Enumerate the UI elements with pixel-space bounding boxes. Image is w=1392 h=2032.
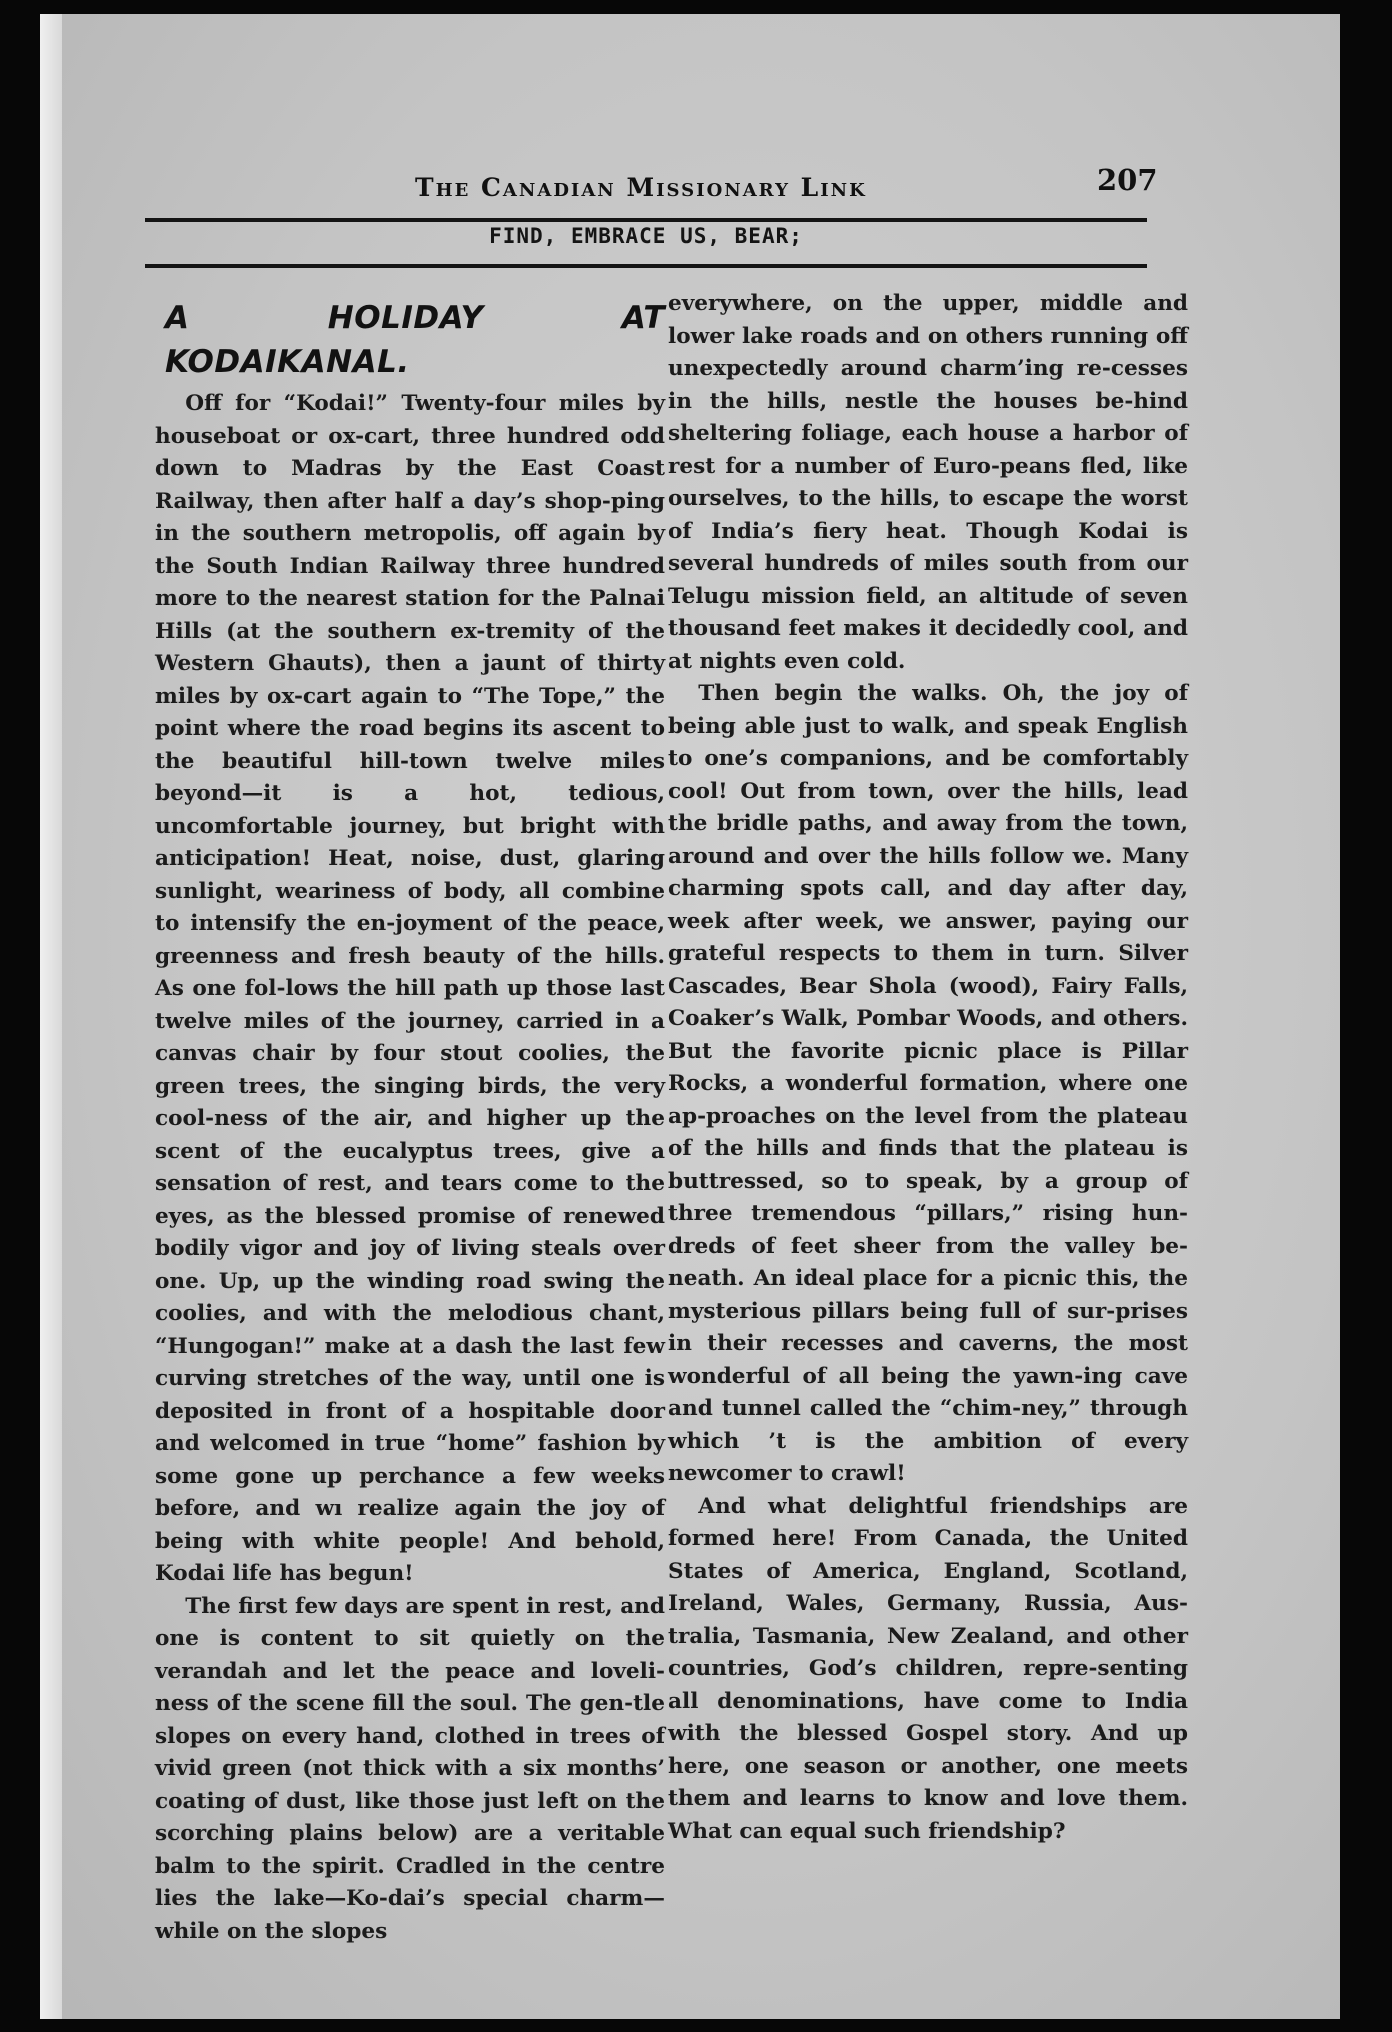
paragraph: everywhere, on the upper, middle and lower lake roads and on others running off unexpectedly around charm’ing re-cesses in the hills, nestle the houses be-hind sheltering foliage, each house a harbor of rest for a number of Euro-peans fled, like ourselves, to the hills, to escape the worst of India’s fiery heat. Though Kodai is several hundreds of miles south from our Telugu mission field, an altitude of seven thousand feet makes it decidedly cool, and at nights even cold. [668, 291, 1188, 674]
journal-title: The Canadian Missionary Link [415, 173, 867, 202]
header-rule-top [145, 218, 1147, 222]
running-head [145, 163, 1158, 207]
paragraph: Then begin the walks. Oh, the joy of being able just to walk, and speak English to one’s companions, and be comfortably cool! Out from town, over the hills, lead the bridle paths, and away from the town, around and over the hills follow we. Many charming spots call, and day after day, week after week, we answer, paying our grateful respects to them in turn. Silver Cascades, Bear Shola (wood), Fairy Falls, Coaker’s Walk, Pombar Woods, and others. But the favorite picnic place is Pillar Rocks, a wonderful formation, where one ap-proaches on the level from the plateau of the hills and finds that the plateau is buttressed, so to speak, by a group of three tremendous “pillars,” rising hun-dreds of feet sheer from the valley be-neath. An ideal place for a picnic this, the mysterious pillars being full of sur-prises in their recesses and caverns, the most wonderful of all being the yawn-ing cave and tunnel called the “chim-ney,” through which ’t is the ambition of every newcomer to crawl! [668, 681, 1188, 1486]
paragraph: Off for “Kodai!” Twenty-four miles by houseboat or ox-cart, three hundred odd down to Madras by the East Coast Railway, then after half a day’s shop-ping in the southern metropolis, off again by the South Indian Railway three hundred more to the nearest station for the Palnai Hills (at the southern ex-tremity of the Western Ghauts), then a jaunt of thirty miles by ox-cart again to “The Tope,” the point where the road begins its ascent to the beautiful hill-town twelve miles beyond—it is a hot, tedious, uncomfortable journey, but bright with anticipation! Heat, noise, dust, glaring sunlight, weariness of body, all combine to intensify the en-joyment of the peace, greenness and fresh beauty of the hills. As one fol-lows the hill path up those last twelve miles of the journey, carried in a canvas chair by four stout coolies, the green trees, the singing birds, the very cool-ness of the air, and higher up the scent of the eucalyptus trees, give a sensation of rest, and tears come to the eyes, as the blessed promise of renewed bodily vigor and joy of living steals over one. Up, up the winding road swing the coolies, and with the melodious chant, “Hungogan!” make at a dash the last few curving stretches of the way, until one is deposited in front of a hospitable door and welcomed in true “home” fashion by some gone up perchance a few weeks before, and wı realize again the joy of being with white people! And behold, Kodai life has begun! [155, 391, 665, 1586]
header-rule-bottom [145, 264, 1147, 268]
page-edge [40, 14, 62, 2019]
paragraph: The first few days are spent in rest, and one is content to sit quietly on the verandah and let the peace and loveli-ness of the scene fill the soul. The gen-tle slopes on every hand, clothed in trees of vivid green (not thick with a six months’ coating of dust, like those just left on the scorching plains below) are a veritable balm to the spirit. Cradled in the centre lies the lake—Ko-dai’s special charm—while on the slopes [155, 1593, 665, 1944]
left-column [155, 290, 665, 1948]
paragraph: And what delightful friendships are formed here! From Canada, the United States of America, England, Scotland, Ireland, Wales, Germany, Russia, Aus-tralia, Tasmania, New Zealand, and other countries, God’s children, repre-senting all denominations, have come to India with the blessed Gospel story. And up here, one season or another, one meets them and learns to know and love them. What can equal such friendship? [668, 1493, 1188, 1844]
right-column [668, 288, 1188, 1848]
article-title: A HOLIDAY AT KODAIKANAL. [165, 300, 665, 380]
page-number: 207 [1097, 163, 1158, 197]
motto: FIND, EMBRACE US, BEAR; [489, 224, 803, 248]
